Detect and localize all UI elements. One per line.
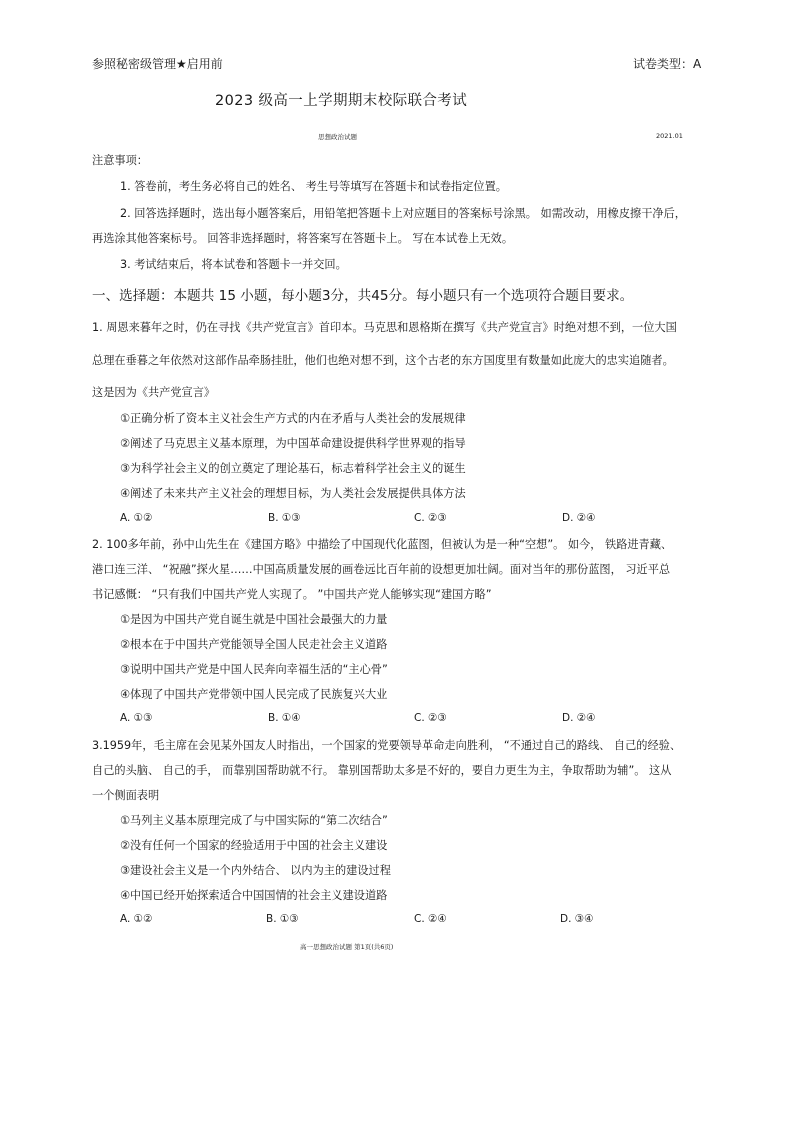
q2-option-d: D. ②④ — [562, 712, 596, 724]
q3-option-b: B. ①③ — [266, 913, 299, 925]
q2-stem-line-1: 2. 100多年前，孙中山先生在《建国方略》中描绘了中国现代化蓝图，但被认为是一种“空想”。 如今， 铁路进青藏、 — [92, 538, 673, 551]
q1-option-a: A. ①② — [120, 512, 153, 524]
q2-statement-3: ③说明中国共产党是中国人民奔向幸福生活的“主心骨” — [120, 663, 388, 676]
confidential-label: 参照秘密级管理★启用前 — [92, 57, 223, 71]
exam-subject: 思想政治试题 — [318, 133, 357, 141]
exam-title: 2023 级高一上学期期末校际联合考试 — [215, 93, 468, 109]
q1-stem-line-1: 1. 周恩来暮年之时，仍在寻找《共产党宣言》首印本。马克思和恩格斯在撰写《共产党宣言》时绝对想不到，一位大国 — [92, 321, 677, 334]
exam-date: 2021.01 — [656, 132, 683, 140]
q1-option-b: B. ①③ — [268, 512, 301, 524]
notes-heading: 注意事项： — [92, 154, 148, 167]
q1-option-d: D. ②④ — [562, 512, 596, 524]
q1-statement-2: ②阐述了马克思主义基本原理，为中国革命建设提供科学世界观的指导 — [120, 437, 466, 450]
paper-type-label: 试卷类型：A — [633, 57, 702, 71]
notes-item-2-line-1: 2. 回答选择题时，选出每小题答案后，用铅笔把答题卡上对应题目的答案标号涂黑。 如需改动，用橡皮擦干净后， — [120, 207, 686, 220]
q2-statement-4: ④体现了中国共产党带领中国人民完成了民族复兴大业 — [120, 688, 388, 701]
q3-stem-line-2: 自己的头脑、 自己的手， 而靠别国帮助就不行。 靠别国帮助太多是不好的，要自力更生为主，争取帮助为辅”。 这从 — [92, 764, 672, 777]
q2-statement-1: ①是因为中国共产党自诞生就是中国社会最强大的力量 — [120, 613, 388, 626]
q1-stem-line-3: 这是因为《共产党宣言》 — [92, 386, 216, 399]
q1-statement-4: ④阐述了未来共产主义社会的理想目标，为人类社会发展提供具体方法 — [120, 487, 466, 500]
q3-statement-4: ④中国已经开始探索适合中国国情的社会主义建设道路 — [120, 889, 388, 902]
q3-stem-line-1: 3.1959年，毛主席在会见某外国友人时指出，一个国家的党要领导革命走向胜利， “不通过自己的路线、 自己的经验、 — [92, 739, 682, 752]
notes-item-1: 1. 答卷前，考生务必将自己的姓名、 考生号等填写在答题卡和试卷指定位置。 — [120, 180, 507, 193]
notes-item-2-line-2: 再选涂其他答案标号。 回答非选择题时，将答案写在答题卡上。 写在本试卷上无效。 — [92, 232, 514, 245]
q2-stem-line-2: 港口连三洋、 “祝融”探火星……中国高质量发展的画卷远比百年前的设想更加壮阔。面对当年的那份蓝图， 习近平总 — [92, 563, 671, 576]
q2-statement-2: ②根本在于中国共产党能领导全国人民走社会主义道路 — [120, 638, 388, 651]
section-heading: 一、选择题：本题共 15 小题，每小题3分，共45分。每小题只有一个选项符合题目要求。 — [92, 288, 634, 304]
q3-statement-2: ②没有任何一个国家的经验适用于中国的社会主义建设 — [120, 839, 388, 852]
q3-option-a: A. ①② — [120, 913, 153, 925]
q1-statement-1: ①正确分析了资本主义社会生产方式的内在矛盾与人类社会的发展规律 — [120, 412, 466, 425]
q1-stem-line-2: 总理在垂暮之年依然对这部作品牵肠挂肚，他们也绝对想不到，这个古老的东方国度里有数量如此庞大的忠实追随者。 — [92, 354, 674, 367]
q1-statement-3: ③为科学社会主义的创立奠定了理论基石，标志着科学社会主义的诞生 — [120, 462, 466, 475]
q3-statement-3: ③建设社会主义是一个内外结合、 以内为主的建设过程 — [120, 864, 391, 877]
q2-option-a: A. ①③ — [120, 712, 153, 724]
page-footer: 高一思想政治试题 第1页(共6页) — [300, 943, 394, 951]
notes-item-3: 3. 考试结束后，将本试卷和答题卡一并交回。 — [120, 258, 347, 271]
q1-option-c: C. ②③ — [414, 512, 447, 524]
q3-option-d: D. ③④ — [560, 913, 594, 925]
q3-statement-1: ①马列主义基本原理完成了与中国实际的“第二次结合” — [120, 814, 388, 827]
q2-option-b: B. ①④ — [268, 712, 301, 724]
q3-option-c: C. ②④ — [414, 913, 447, 925]
q3-stem-line-3: 一个侧面表明 — [92, 789, 160, 802]
q2-stem-line-3: 书记感慨： “只有我们中国共产党人实现了。 ”中国共产党人能够实现“建国方略” — [92, 588, 492, 601]
q2-option-c: C. ②③ — [414, 712, 447, 724]
